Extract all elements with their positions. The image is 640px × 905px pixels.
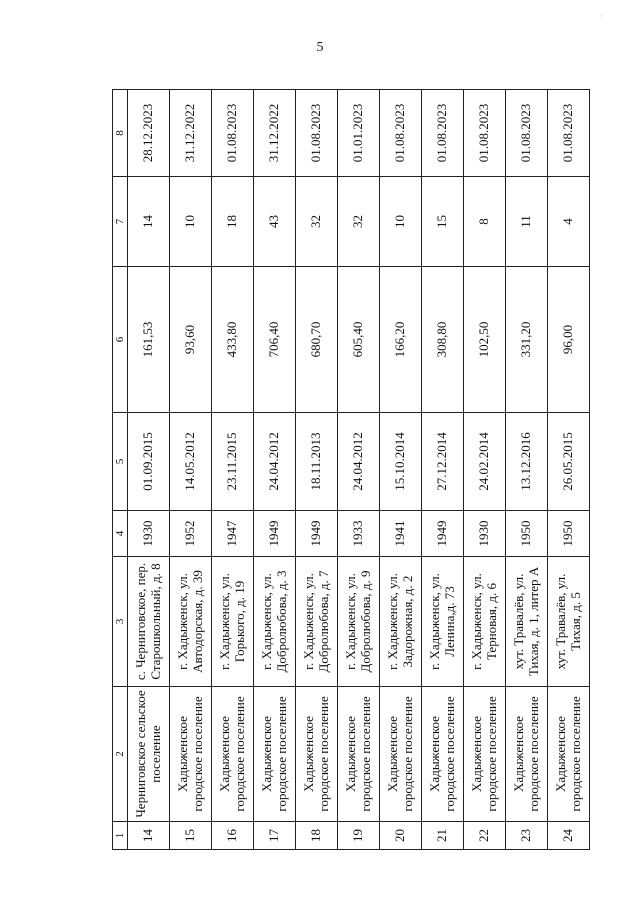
table-row [254,90,296,850]
date-cell: 24.04.2012 [338,413,380,511]
residents-count-cell: 10 [380,177,422,267]
area-cell: 331,20 [506,267,548,413]
table-row [464,90,506,850]
address-cell: с. Черниговское, пер. Старошкольный, д. 8 [128,557,170,687]
column-header: 2 [113,687,128,822]
table-row [338,90,380,850]
relocation-date-cell: 01.08.2023 [464,90,506,177]
row-number-cell: 22 [464,822,506,850]
residents-count-cell: 15 [422,177,464,267]
area-cell: 680,70 [296,267,338,413]
construction-year-cell: 1941 [380,511,422,557]
table-row [380,90,422,850]
date-cell: 01.09.2015 [128,413,170,511]
table-row [170,90,212,850]
column-number-row [113,90,128,850]
relocation-date-cell: 01.08.2023 [506,90,548,177]
row-number-cell: 21 [422,822,464,850]
settlement-cell: Хадыженское городское поселение [380,687,422,822]
housing-registry-table [112,89,590,850]
column-header: 6 [113,267,128,413]
construction-year-cell: 1950 [548,511,590,557]
area-cell: 308,80 [422,267,464,413]
address-cell: г. Хадыженск, ул. Ленина,д. 73 [422,557,464,687]
date-cell: 24.04.2012 [254,413,296,511]
date-cell: 18.11.2013 [296,413,338,511]
residents-count-cell: 14 [128,177,170,267]
row-number-cell: 16 [212,822,254,850]
address-cell: г. Хадыженск, ул. Добролюбова, д. 3 [254,557,296,687]
residents-count-cell: 8 [464,177,506,267]
date-cell: 26.05.2015 [548,413,590,511]
date-cell: 23.11.2015 [212,413,254,511]
row-number-cell: 17 [254,822,296,850]
settlement-cell: Хадыженское городское поселение [254,687,296,822]
residents-count-cell: 4 [548,177,590,267]
address-cell: г. Хадыженск, ул. Автодорская, д. 39 [170,557,212,687]
relocation-date-cell: 01.08.2023 [548,90,590,177]
table-row [548,90,590,850]
table-row [296,90,338,850]
row-number-cell: 19 [338,822,380,850]
row-number-cell: 20 [380,822,422,850]
address-cell: г. Хадыженск, ул. Задорожная, д. 2 [380,557,422,687]
relocation-date-cell: 01.08.2023 [422,90,464,177]
date-cell: 14.05.2012 [170,413,212,511]
area-cell: 605,40 [338,267,380,413]
residents-count-cell: 10 [170,177,212,267]
address-cell: хут. Травалёв, ул. Тихая, д. 1, литер А [506,557,548,687]
area-cell: 93,60 [170,267,212,413]
settlement-cell: Хадыженское городское поселение [506,687,548,822]
address-cell: г. Хадыженск, ул. Добролюбова, д. 7 [296,557,338,687]
construction-year-cell: 1949 [254,511,296,557]
settlement-cell: Хадыженское городское поселение [212,687,254,822]
relocation-date-cell: 31.12.2022 [170,90,212,177]
table-row [128,90,170,850]
area-cell: 102,50 [464,267,506,413]
relocation-date-cell: 31.12.2022 [254,90,296,177]
residents-count-cell: 32 [296,177,338,267]
row-number-cell: 14 [128,822,170,850]
date-cell: 27.12.2014 [422,413,464,511]
row-number-cell: 18 [296,822,338,850]
row-number-cell: 23 [506,822,548,850]
table-row [422,90,464,850]
column-header: 4 [113,511,128,557]
construction-year-cell: 1947 [212,511,254,557]
residents-count-cell: 11 [506,177,548,267]
page-number: 5 [316,40,324,55]
construction-year-cell: 1952 [170,511,212,557]
construction-year-cell: 1930 [128,511,170,557]
column-header: 8 [113,90,128,177]
area-cell: 161,53 [128,267,170,413]
settlement-cell: Хадыженское городское поселение [464,687,506,822]
area-cell: 433,80 [212,267,254,413]
address-cell: г. Хадыженск, ул. Горького, д. 19 [212,557,254,687]
construction-year-cell: 1930 [464,511,506,557]
column-header: 7 [113,177,128,267]
area-cell: 96,00 [548,267,590,413]
area-cell: 166,20 [380,267,422,413]
address-cell: г. Хадыженск, ул. Терновая, д. 6 [464,557,506,687]
scan-mark: · [600,12,603,21]
construction-year-cell: 1933 [338,511,380,557]
relocation-date-cell: 01.08.2023 [296,90,338,177]
date-cell: 24.02.2014 [464,413,506,511]
settlement-cell: Хадыженское городское поселение [422,687,464,822]
address-cell: хут. Травалёв, ул. Тихая, д. 5 [548,557,590,687]
row-number-cell: 15 [170,822,212,850]
area-cell: 706,40 [254,267,296,413]
address-cell: г. Хадыженск, ул. Добролюбова, д. 9 [338,557,380,687]
settlement-cell: Хадыженское городское поселение [296,687,338,822]
relocation-date-cell: 01.08.2023 [212,90,254,177]
construction-year-cell: 1950 [506,511,548,557]
settlement-cell: Черниговское сельское поселение [128,687,170,822]
table-rotated-container [112,90,590,850]
relocation-date-cell: 28.12.2023 [128,90,170,177]
date-cell: 15.10.2014 [380,413,422,511]
column-header: 5 [113,413,128,511]
settlement-cell: Хадыженское городское поселение [170,687,212,822]
construction-year-cell: 1949 [422,511,464,557]
relocation-date-cell: 01.01.2023 [338,90,380,177]
date-cell: 13.12.2016 [506,413,548,511]
residents-count-cell: 43 [254,177,296,267]
row-number-cell: 24 [548,822,590,850]
residents-count-cell: 18 [212,177,254,267]
table-row [506,90,548,850]
relocation-date-cell: 01.08.2023 [380,90,422,177]
table-body [113,90,590,850]
settlement-cell: Хадыженское городское поселение [338,687,380,822]
settlement-cell: Хадыженское городское поселение [548,687,590,822]
column-header: 3 [113,557,128,687]
residents-count-cell: 32 [338,177,380,267]
column-header: 1 [113,822,128,850]
table-row [212,90,254,850]
construction-year-cell: 1949 [296,511,338,557]
